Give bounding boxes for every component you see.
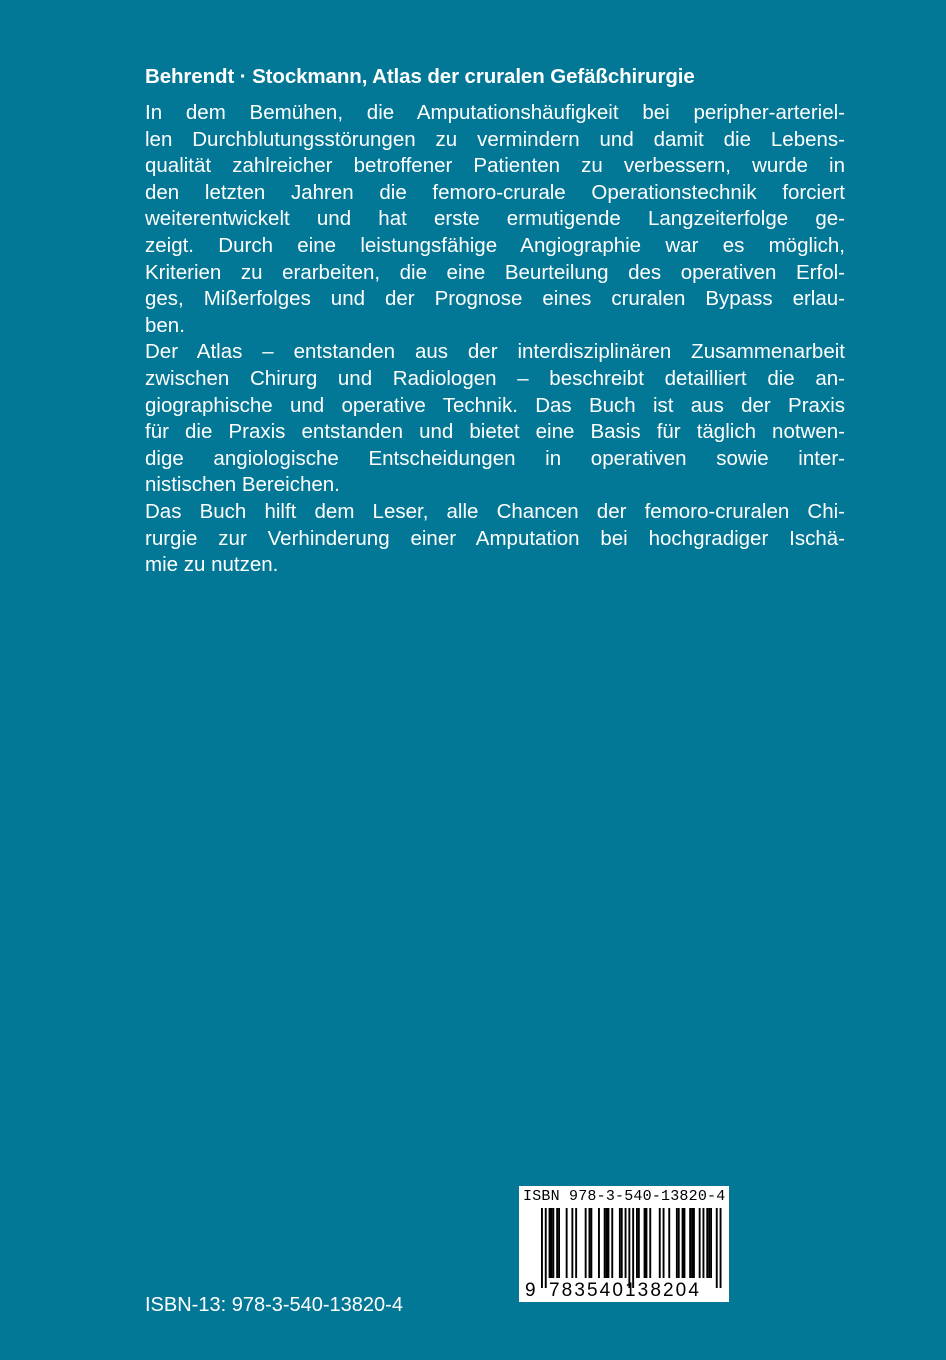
barcode <box>519 1186 729 1302</box>
barcode-bar <box>551 1208 553 1278</box>
barcode-bar <box>625 1208 627 1278</box>
ean-first-digit: 9 <box>525 1280 536 1301</box>
blurb-line: Das Buch hilft dem Leser, alle Chancen der femoro-cruralen Chi- <box>145 499 845 523</box>
barcode-bar <box>691 1208 693 1278</box>
barcode-bar <box>619 1208 621 1278</box>
barcode-bar <box>556 1208 558 1278</box>
barcode-bar <box>668 1208 670 1278</box>
barcode-isbn-text: ISBN 978-3-540-13820-4 <box>523 1188 726 1205</box>
barcode-bar <box>644 1208 646 1278</box>
isbn-13-label: ISBN-13: 978-3-540-13820-4 <box>145 1294 403 1316</box>
barcode-bar <box>708 1208 710 1278</box>
blurb-line: mie zu nutzen. <box>145 553 279 577</box>
barcode-bar <box>689 1208 691 1278</box>
blurb-line: weiterentwickelt und hat erste ermutigende Langzeiterfolge ge- <box>145 207 845 231</box>
barcode-bar <box>604 1208 606 1278</box>
barcode-bar <box>575 1208 577 1278</box>
blurb-text <box>145 100 845 579</box>
barcode-bar <box>710 1208 712 1278</box>
blurb-line: rurgie zur Verhinderung einer Amputation bei hochgradiger Ischä- <box>145 526 845 550</box>
barcode-bar <box>659 1208 661 1278</box>
barcode-bar <box>590 1208 592 1278</box>
barcode-bar <box>598 1208 600 1278</box>
barcode-bar <box>571 1208 573 1278</box>
barcode-bar <box>699 1208 701 1278</box>
barcode-bar <box>693 1208 695 1278</box>
ean-digits: 783540138204 <box>549 1280 702 1301</box>
barcode-bar <box>636 1208 638 1278</box>
barcode-bar <box>684 1208 686 1278</box>
blurb-line: Der Atlas – entstanden aus der interdisziplinären Zusammenarbeit <box>145 340 845 364</box>
barcode-bar <box>608 1208 610 1278</box>
blurb-line: len Durchblutungsstörungen zu vermindern und damit die Lebens- <box>145 127 845 151</box>
barcode-bar <box>566 1208 568 1278</box>
blurb-line: qualität zahlreicher betroffener Patienten zu verbessern, wurde in <box>145 154 845 178</box>
blurb-line: nistischen Bereichen. <box>145 473 340 497</box>
barcode-bar <box>682 1208 684 1278</box>
blurb-line: zeigt. Durch eine leistungsfähige Angiographie war es möglich, <box>145 233 845 257</box>
barcode-bar <box>703 1208 705 1278</box>
barcode-bar <box>589 1208 591 1278</box>
barcode-bar <box>541 1208 543 1288</box>
blurb-line: In dem Bemühen, die Amputationshäufigkeit bei peripher-arteriel- <box>145 101 845 124</box>
barcode-bar <box>558 1208 560 1278</box>
blurb-line: giographische und operative Technik. Das Buch ist aus der Praxis <box>145 393 845 417</box>
barcode-bar <box>632 1208 634 1288</box>
barcode-bar <box>585 1208 587 1278</box>
barcode-bar <box>649 1208 651 1278</box>
barcode-bar <box>676 1208 678 1278</box>
barcode-bar <box>720 1208 722 1288</box>
barcode-bar <box>545 1208 547 1288</box>
blurb-line: dige angiologische Entscheidungen in operativen sowie inter- <box>145 446 845 470</box>
blurb-line: zwischen Chirurg und Radiologen – beschreibt detailliert die an- <box>145 366 845 390</box>
barcode-bar <box>621 1208 623 1278</box>
barcode-bar <box>646 1208 648 1278</box>
barcode-bar <box>549 1208 551 1278</box>
barcode-bar <box>552 1208 554 1278</box>
blurb-line: ben. <box>145 313 185 337</box>
barcode-bar <box>628 1208 630 1288</box>
barcode-bar <box>663 1208 665 1278</box>
barcode-bar <box>638 1208 640 1278</box>
blurb-line: Kriterien zu erarbeiten, die eine Beurteilung des operativen Erfol- <box>145 260 845 284</box>
barcode-bar <box>678 1208 680 1278</box>
barcode-bar <box>706 1208 708 1278</box>
blurb-line: den letzten Jahren die femoro-crurale Operationstechnik forciert <box>145 180 845 204</box>
barcode-bar <box>611 1208 613 1278</box>
book-title: Behrendt · Stockmann, Atlas der cruralen Gefäßchirurgie <box>145 65 695 88</box>
barcode-bar <box>716 1208 718 1288</box>
barcode-bar <box>606 1208 608 1278</box>
blurb-line: für die Praxis entstanden und bietet eine Basis für täglich notwen- <box>145 420 845 444</box>
blurb-line: ges, Mißerfolges und der Prognose eines cruralen Bypass erlau- <box>145 287 845 311</box>
